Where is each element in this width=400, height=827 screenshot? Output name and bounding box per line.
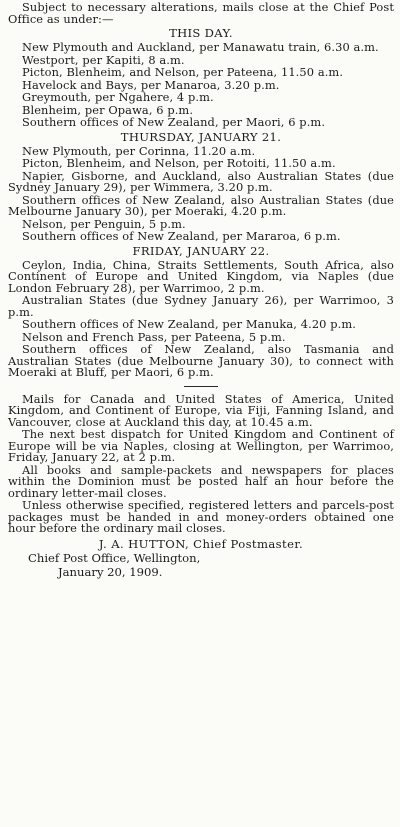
notes-paragraph: Mails for Canada and United States of America, United Kingdom, and Continent of Europe, via Fiji, Fanning Island, and Vancouver, close at Auckland this day, at 10.45 a.m. [8, 391, 394, 429]
mail-entry: Westport, per Kapiti, 8 a.m. [22, 52, 185, 67]
notes-paragraph: All books and sample-packets and newspapers for places within the Dominion must be posted half an hour before the ordinary letter-mail closes. [8, 462, 394, 500]
mail-entry: Greymouth, per Ngahere, 4 p.m. [22, 90, 214, 104]
mail-entry: Southern offices of New Zealand, per Maori, 6 p.m. [22, 115, 326, 129]
mail-entry: Southern offices of New Zealand, per Manuka, 4.20 p.m. [22, 317, 356, 331]
mail-entry: Napier, Gisborne, and Auckland, also Australian States (due Sydney January 29), per Wimmera, 3.20 p.m. [8, 168, 394, 194]
mail-entry: Picton, Blenheim, and Nelson, per Rotoiti, 11.50 a.m. [22, 156, 336, 170]
mail-entry: Southern offices of New Zealand, also Tasmania and Australian States (due Melbourne January 30), to connect with Moeraki at Bluff, per Maori, 6 p.m. [8, 342, 394, 379]
mail-entry: Picton, Blenheim, and Nelson, per Pateena, 11.50 a.m. [22, 65, 344, 79]
intro-paragraph: Subject to necessary alterations, mails close at the Chief Post Office as under:— [8, 0, 394, 26]
mail-entry: Havelock and Bays, per Manaroa, 3.20 p.m. [22, 77, 280, 92]
mail-entry: Southern offices of New Zealand, per Mararoa, 6 p.m. [22, 229, 341, 243]
mail-entry: Nelson and French Pass, per Pateena, 5 p.m. [22, 329, 286, 344]
notes-paragraph: Unless otherwise specified, registered letters and parcels-post packages must be handed in and money-orders obtained one hour before the ordinary mail closes. [8, 498, 394, 535]
section-heading-friday: FRIDAY, JANUARY 22. [132, 243, 270, 258]
signature-name: J. A. HUTTON, Chief Postmaster. [98, 536, 304, 551]
signature-date: January 20, 1909. [58, 564, 163, 579]
mail-entry: Australian States (due Sydney January 26), per Warrimoo, 3 p.m. [8, 293, 394, 319]
mail-entry: New Plymouth and Auckland, per Manawatu train, 6.30 a.m. [22, 40, 379, 54]
mail-entry: Southern offices of New Zealand, also Australian States (due Melbourne January 30), per Moeraki, 4.20 p.m. [8, 192, 394, 218]
section-heading-this-day: THIS DAY. [169, 26, 233, 40]
notes-paragraph: The next best dispatch for United Kingdom and Continent of Europe will be via Naples, closing at Wellington, per Warrimoo, Friday, January 22, at 2 p.m. [8, 427, 394, 464]
mail-entry: Blenheim, per Opawa, 6 p.m. [22, 102, 194, 117]
section-heading-thursday: THURSDAY, JANUARY 21. [120, 129, 282, 144]
mail-entry: New Plymouth, per Corinna, 11.20 a.m. [22, 143, 256, 158]
mail-entry: Nelson, per Penguin, 5 p.m. [22, 216, 186, 231]
signature-office: Chief Post Office, Wellington, [28, 550, 201, 565]
mail-entry: Ceylon, India, China, Straits Settlements, South Africa, also Continent of Europe and United Kingdom, via Naples (due London February 28), per Warrimoo, 2 p.m. [8, 257, 394, 295]
section-divider [184, 386, 218, 387]
